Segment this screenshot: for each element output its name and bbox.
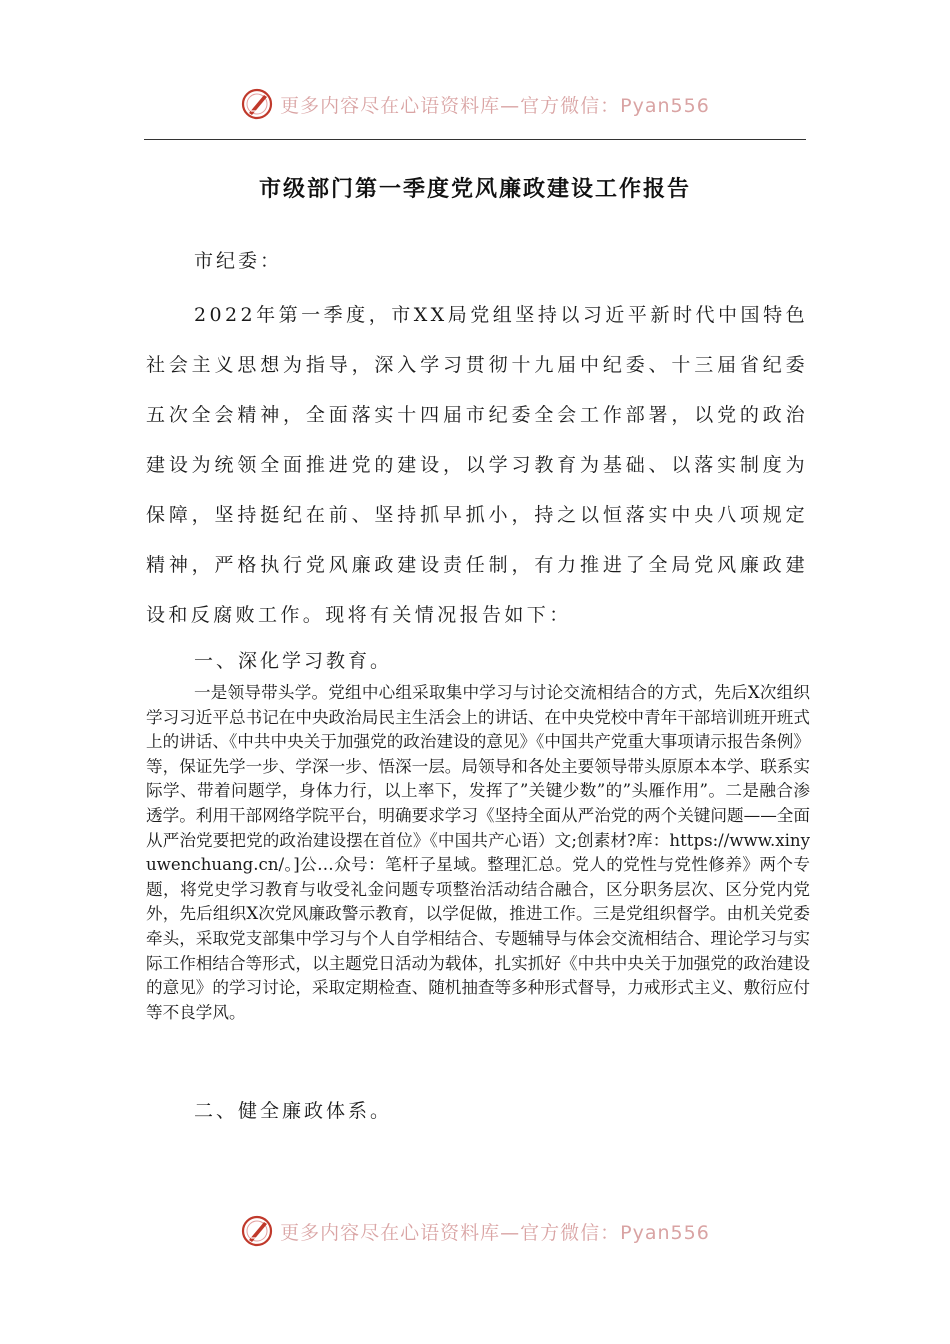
section-1-heading: 一、深化学习教育。: [194, 650, 393, 672]
header-banner: [0, 84, 950, 124]
salutation: 市纪委：: [194, 250, 283, 272]
footer-banner: [0, 1211, 950, 1251]
banner-text: 更多内容尽在心语资料库—官方微信：Pyan556: [280, 94, 710, 117]
quill-logo-icon: [240, 87, 274, 121]
quill-logo-icon: [240, 1214, 274, 1248]
section-1-body: 一是领导带头学。党组中心组采取集中学习与讨论交流相结合的方式，先后X次组织学习习近平总书记在中央政治局民主生活会上的讲话、在中央党校中青年干部培训班开班式上的讲话、《中共中央关于加强党的政治建设的意见》《中国共产党重大事项请示报告条例》等，保证先学一步、学深一步、悟深一层。局领导和各处主要领导带头原原本本学、联系实际学、带着问题学，身体力行，以上率下，发挥了”关键少数”的”头雁作用”。二是融合渗透学。利用干部网络学院平台，明确要求学习《坚持全面从严治党的两个关键问题——全面从严治党要把党的政治建设摆在首位》《中国共产心语）文;创素材?库：https://www.xinyuwenchuang.cn/。]公…众号：笔杆子星域。整理汇总。党人的党性与党性修养》两个专题，将党史学习教育与收受礼金问题专项整治活动结合融合，区分职务层次、区分党内党外，先后组织X次党风廉政警示教育，以学促做，推进工作。三是党组织督学。由机关党委牵头，采取党支部集中学习与个人自学相结合、专题辅导与体会交流相结合、理论学习与实际工作相结合等形式，以主题党日活动为载体，扎实抓好《中共中央关于加强党的政治建设的意见》的学习讨论，采取定期检查、随机抽查等多种形式督导，力戒形式主义、敷衍应付等不良学风。: [146, 683, 810, 1022]
section-2-heading: 二、健全廉政体系。: [194, 1100, 393, 1122]
header-divider: [144, 139, 806, 140]
document-title: 市级部门第一季度党风廉政建设工作报告: [258, 177, 691, 202]
intro-paragraph: 2022年第一季度，市XX局党组坚持以习近平新时代中国特色社会主义思想为指导，深入学习贯彻十九届中纪委、十三届省纪委五次全会精神，全面落实十四届市纪委全会工作部署，以党的政治建设为统领全面推进党的建设，以学习教育为基础、以落实制度为保障，坚持挺纪在前、坚持抓早抓小，持之以恒落实中央八项规定精神，严格执行党风廉政建设责任制，有力推进了全局党风廉政建设和反腐败工作。现将有关情况报告如下：: [146, 304, 808, 626]
banner-text: 更多内容尽在心语资料库—官方微信：Pyan556: [280, 1221, 710, 1244]
